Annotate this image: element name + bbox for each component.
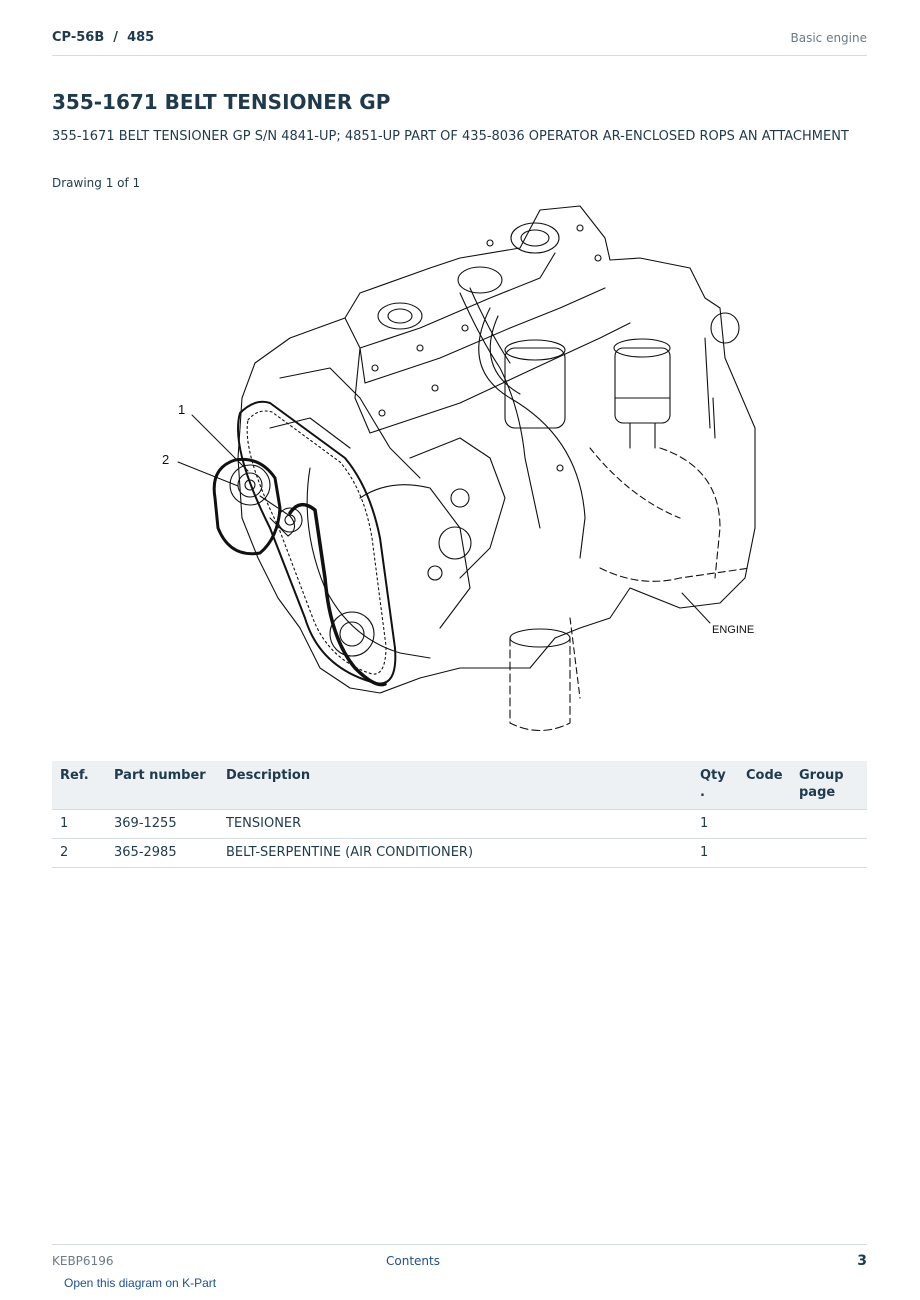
col-group-page-header: Group page bbox=[791, 761, 867, 810]
callout-1: 1 bbox=[178, 402, 186, 417]
col-code-header: Code bbox=[738, 761, 791, 810]
cell-description: BELT-SERPENTINE (AIR CONDITIONER) bbox=[218, 839, 692, 868]
cell-code bbox=[738, 810, 791, 839]
engine-diagram bbox=[160, 198, 760, 743]
cell-group-page bbox=[791, 810, 867, 839]
page-header bbox=[52, 28, 867, 56]
serpentine-belt bbox=[238, 402, 395, 684]
page-number: 3 bbox=[857, 1253, 867, 1269]
document-id: KEBP6196 bbox=[52, 1254, 114, 1268]
callout-2: 2 bbox=[162, 452, 170, 467]
cell-description: TENSIONER bbox=[218, 810, 692, 839]
cell-part-number: 369-1255 bbox=[106, 810, 218, 839]
cell-code bbox=[738, 839, 791, 868]
open-in-kpart-link[interactable]: Open this diagram on K-Part bbox=[64, 1276, 217, 1290]
page-title: 355-1671 BELT TENSIONER GP bbox=[52, 90, 391, 114]
cell-group-page bbox=[791, 839, 867, 868]
engine-block-outline bbox=[238, 206, 755, 693]
col-ref-header: Ref. bbox=[52, 761, 106, 810]
cell-ref: 1 bbox=[52, 810, 106, 839]
col-part-number-header: Part number bbox=[106, 761, 218, 810]
parts-table bbox=[52, 761, 867, 868]
col-qty-header: Qty . bbox=[692, 761, 738, 810]
cell-ref: 2 bbox=[52, 839, 106, 868]
table-header-row bbox=[52, 761, 867, 810]
table-row bbox=[52, 810, 867, 839]
timing-cover bbox=[307, 468, 470, 658]
drawing-label: Drawing 1 of 1 bbox=[52, 176, 141, 190]
col-description-header: Description bbox=[218, 761, 692, 810]
breadcrumb: CP-56B / 485 bbox=[52, 30, 155, 45]
cell-qty: 1 bbox=[692, 839, 738, 868]
valve-cover bbox=[345, 253, 605, 383]
cell-qty: 1 bbox=[692, 810, 738, 839]
page-subtitle: 355-1671 BELT TENSIONER GP S/N 4841-UP; 4851-UP PART OF 435-8036 OPERATOR AR-ENCLOSED ROPS AN ATTACHMENT bbox=[52, 129, 849, 144]
engine-label: ENGINE bbox=[712, 624, 755, 636]
section-label: Basic engine bbox=[790, 31, 867, 45]
table-row bbox=[52, 839, 867, 868]
contents-link[interactable]: Contents bbox=[386, 1254, 440, 1268]
oil-filter bbox=[510, 638, 570, 731]
cell-part-number: 365-2985 bbox=[106, 839, 218, 868]
page-footer bbox=[52, 1244, 867, 1275]
